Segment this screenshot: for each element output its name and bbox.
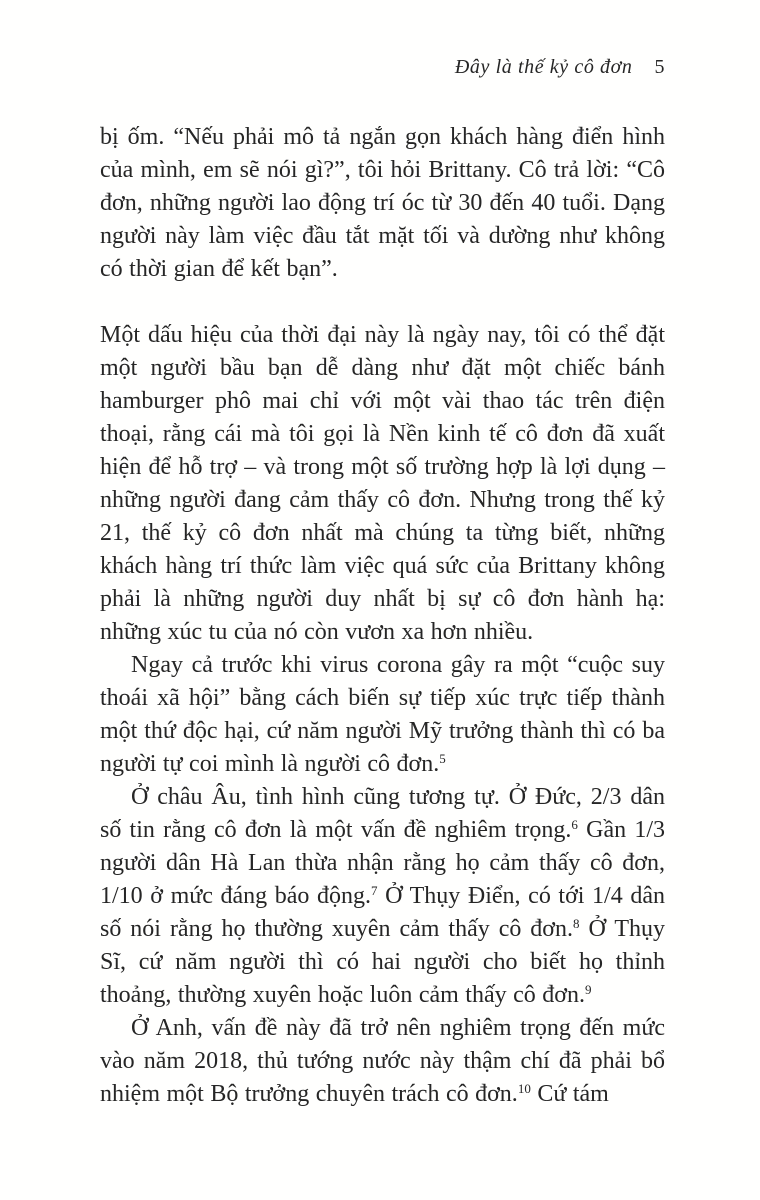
paragraph: Ngay cả trước khi virus corona gây ra một “cuộc suy thoái xã hội” bằng cách biến sự tiếp xúc trực tiếp thành một thứ độc hại, cứ năm người Mỹ trưởng thành thì có ba người tự coi mình là người cô đơn.$^5$ <box>100 652 665 777</box>
running-title: Đây là thế kỷ cô đơn <box>454 56 633 78</box>
page-body <box>100 121 665 1111</box>
paragraph: Ở châu Âu, tình hình cũng tương tự. Ở Đức, 2/3 dân số tin rằng cô đơn là một vấn đề nghiêm trọng.$^6$ Gần 1/3 người dân Hà Lan thừa nhận rằng họ cảm thấy cô đơn, 1/10 ở mức đáng báo động.$^7$ Ở Thụy Điển, có tới 1/4 dân số nói rằng họ thường xuyên cảm thấy cô đơn.$^8$ Ở Thụy Sĩ, cứ năm người thì có hai người cho biết họ thỉnh thoảng, thường xuyên hoặc luôn cảm thấy cô đơn.$^9$ <box>100 784 666 1008</box>
footnote-reference: 5 <box>439 751 446 766</box>
page-number: 5 <box>654 56 665 78</box>
paragraph: bị ốm. “Nếu phải mô tả ngắn gọn khách hàng điển hình của mình, em sẽ nói gì?”, tôi hỏi Brittany. Cô trả lời: “Cô đơn, những người lao động trí óc từ 30 đến 40 tuổi. Dạng người này làm việc đầu tắt mặt tối và dường như không có thời gian để kết bạn”. <box>100 124 665 282</box>
paragraph: Ở Anh, vấn đề này đã trở nên nghiêm trọng đến mức vào năm 2018, thủ tướng nước này thậm chí đã phải bổ nhiệm một Bộ trưởng chuyên trách cô đơn.$^{10}$ Cứ tám <box>100 1015 665 1107</box>
paragraph: Một dấu hiệu của thời đại này là ngày nay, tôi có thể đặt một người bầu bạn dễ dàng như đặt một chiếc bánh hamburger phô mai chỉ với một vài thao tác trên điện thoại, rằng cái mà tôi gọi là Nền kinh tế cô đơn đã xuất hiện để hỗ trợ – và trong một số trường hợp là lợi dụng – những người đang cảm thấy cô đơn. Nhưng trong thế kỷ 21, thế kỷ cô đơn nhất mà chúng ta từng biết, những khách hàng trí thức làm việc quá sức của Brittany không phải là những người duy nhất bị sự cô đơn hành hạ: những xúc tu của nó còn vươn xa hơn nhiều. <box>100 322 665 645</box>
running-header <box>100 55 665 79</box>
footnote-reference: 9 <box>584 982 592 997</box>
footnote-reference: 7 <box>371 883 378 898</box>
footnote-reference: 8 <box>573 916 580 931</box>
footnote-reference: 10 <box>517 1081 531 1096</box>
footnote-reference: 6 <box>571 817 578 832</box>
